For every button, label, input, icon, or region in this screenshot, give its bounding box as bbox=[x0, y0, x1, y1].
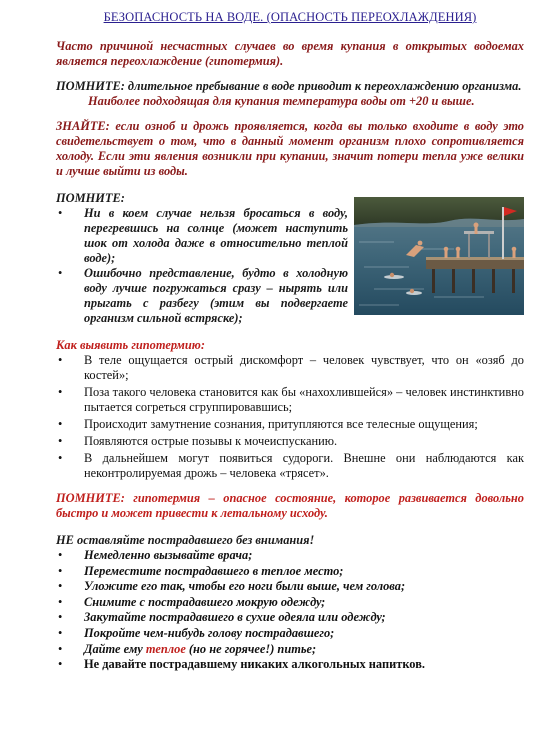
document-page bbox=[56, 10, 524, 673]
detect-heading: Как выявить гипотермию: bbox=[56, 338, 205, 352]
dont-leave-heading: НЕ оставляйте пострадавшего без внимания! bbox=[56, 533, 315, 547]
bullet-icon: • bbox=[58, 434, 63, 448]
bullet-icon: • bbox=[58, 548, 63, 562]
list-item: • Ни в коем случае нельзя бросаться в воду, перегревшись на солнце (может наступить шок от холода даже в относительно теплой воде); bbox=[58, 206, 348, 265]
remember-section bbox=[56, 191, 524, 326]
list-item: • Снимите с пострадавшего мокрую одежду; bbox=[58, 594, 326, 609]
bullet-icon: • bbox=[58, 266, 63, 280]
bullet-icon: • bbox=[58, 206, 63, 220]
bullet-icon: • bbox=[58, 610, 63, 625]
actions-list bbox=[56, 548, 524, 673]
list-item: • Появляются острые позывы к мочеиспусканию. bbox=[58, 434, 338, 448]
bullet-icon: • bbox=[58, 594, 63, 609]
bullet-icon: • bbox=[58, 625, 63, 640]
list-item: • Ошибочно представление, будто в холодную воду лучше погружаться сразу – нырять или прыгать с разбегу (этим вы подвергаете организм сильной встряске); bbox=[58, 266, 348, 325]
intro-paragraph: Часто причиной несчастных случаев во время купания в открытых водоемах является переохлаждение (гипотермия). bbox=[56, 39, 524, 68]
list-item: • В теле ощущается острый дискомфорт – человек чувствует, что он «озяб до костей»; bbox=[58, 353, 524, 382]
remember-paragraph: ПОМНИТЕ: длительное пребывание в воде приводит к переохлаждению организма. bbox=[56, 79, 522, 93]
warm-drink-highlight: теплое bbox=[145, 641, 186, 656]
detect-list bbox=[56, 353, 524, 481]
list-item: • Не давайте пострадавшему никаких алкогольных напитков. bbox=[58, 657, 425, 672]
list-item: • Немедленно вызывайте врача; bbox=[58, 548, 253, 562]
know-paragraph: ЗНАЙТЕ: если озноб и дрожь проявляется, когда вы только входите в воду это свидетельствует о том, что в данный момент организм плохо сопротивляется холоду. Если эти явления возникли при купании, значит потери тепла уже велики и лучше выйти из воды. bbox=[56, 119, 524, 178]
temperature-note: Наиболее подходящая для купания температура воды от +20 и выше. bbox=[88, 94, 475, 108]
swimmers-photo bbox=[354, 197, 524, 315]
bullet-icon: • bbox=[58, 641, 63, 656]
list-item: • Уложите его так, чтобы его ноги были выше, чем голова; bbox=[58, 579, 406, 594]
list-item: • Переместите пострадавшего в теплое место; bbox=[58, 563, 344, 578]
list-item: • Дайте ему теплое (но не горячее!) питье; bbox=[58, 641, 317, 656]
remember-heading: ПОМНИТЕ: bbox=[56, 191, 125, 205]
list-item: • Покройте чем-нибудь голову пострадавшего; bbox=[58, 625, 335, 640]
bullet-icon: • bbox=[58, 385, 63, 399]
list-item: • Поза такого человека становится как бы «нахохлившейся» – человек инстинктивно пытается согреться сгруппировавшись; bbox=[58, 385, 524, 414]
list-item: • Закутайте пострадавшего в сухие одеяла или одежду; bbox=[58, 610, 386, 625]
bullet-icon: • bbox=[58, 657, 63, 672]
warning-paragraph: ПОМНИТЕ: гипотермия – опасное состояние, которое развивается довольно быстро и может привести к летальному исходу. bbox=[56, 491, 524, 520]
page-title: БЕЗОПАСНОСТЬ НА ВОДЕ. (ОПАСНОСТЬ ПЕРЕОХЛАЖДЕНИЯ) bbox=[103, 10, 477, 24]
bullet-icon: • bbox=[58, 417, 63, 431]
list-item: • В дальнейшем могут появиться судороги. Внешне они наблюдаются как неконтролируемая дрожь – человека «трясет». bbox=[58, 451, 524, 480]
bullet-icon: • bbox=[58, 451, 63, 465]
bullet-icon: • bbox=[58, 579, 63, 594]
bullet-icon: • bbox=[58, 563, 63, 578]
bullet-icon: • bbox=[58, 353, 63, 367]
list-item: • Происходит замутнение сознания, притупляются все телесные ощущения; bbox=[58, 417, 478, 431]
